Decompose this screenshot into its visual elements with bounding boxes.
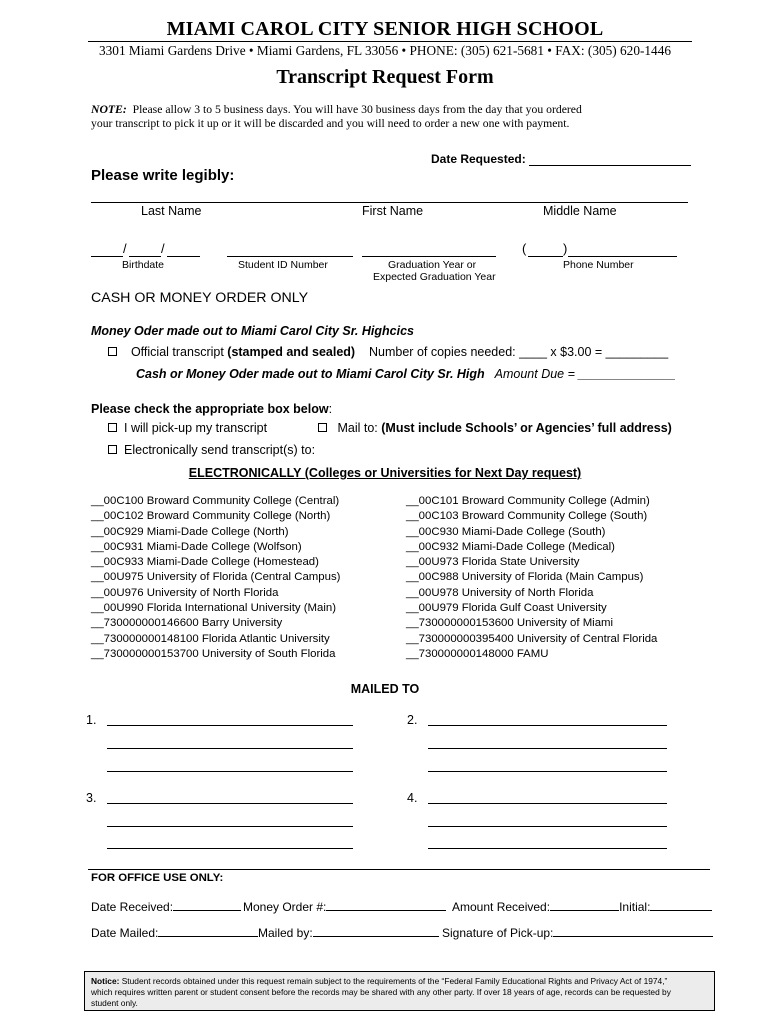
college-option[interactable]: __730000000153700 University of South Florida [91, 647, 336, 660]
date-received-field[interactable] [173, 899, 241, 911]
date-requested-field[interactable] [529, 165, 691, 166]
student-id-field[interactable] [227, 256, 353, 257]
mail-to-option[interactable] [318, 421, 672, 435]
office-row-1 [91, 899, 241, 914]
mail-address-4-line-1[interactable] [428, 803, 667, 804]
birthdate-slash-1: / [123, 241, 127, 256]
phone-area-code-field[interactable] [528, 256, 563, 257]
phone-area-close: ) [563, 241, 568, 256]
cash-amount-row [136, 367, 676, 381]
notice-box [84, 971, 715, 1011]
header-rule [88, 41, 692, 42]
first-name-label: First Name [362, 204, 424, 218]
college-option[interactable]: __00U976 University of North Florida [91, 586, 279, 599]
date-requested-label: Date Requested: [431, 152, 526, 166]
note-text-1: Please allow 3 to 5 business days. You will have 30 business days from the day that you ordered [132, 103, 582, 116]
mailed-by-row [258, 925, 439, 940]
college-option[interactable]: __00C931 Miami-Dade College (Wolfson) [91, 540, 302, 553]
money-order-field[interactable] [326, 899, 446, 911]
pickup-option[interactable] [108, 421, 267, 435]
initial-field[interactable] [650, 899, 712, 911]
official-transcript-checkbox[interactable] [108, 347, 117, 356]
office-use-heading: FOR OFFICE USE ONLY: [91, 872, 224, 884]
college-option[interactable]: __730000000148000 FAMU [406, 647, 549, 660]
birthdate-year-field[interactable] [167, 256, 200, 257]
school-name: MIAMI CAROL CITY SENIOR HIGH SCHOOL [166, 18, 604, 40]
office-divider [88, 869, 710, 870]
note-label: NOTE: [91, 103, 127, 116]
check-box-instruction [91, 402, 332, 416]
mailed-to-heading: MAILED TO [350, 682, 420, 696]
college-option[interactable]: __00C101 Broward Community College (Admin) [406, 495, 650, 507]
amount-received-row [452, 899, 712, 914]
mail-to-label: Mail to: [337, 421, 382, 435]
notice-label: Notice: [91, 976, 120, 986]
notice-text-3: student only. [91, 998, 138, 1008]
mail-number-4: 4. [407, 791, 418, 805]
notice-text-1: Student records obtained under this request remain subject to the requirements of the “Federal Family Educational Rights and Privacy Act of 1974,” [119, 976, 668, 986]
college-option[interactable]: __00C102 Broward Community College (North) [91, 510, 331, 523]
mail-address-1-line-2[interactable] [107, 748, 353, 749]
date-mailed-row [91, 925, 258, 940]
college-option[interactable]: __00U973 Florida State University [406, 556, 580, 569]
college-option[interactable]: __00C930 Miami-Dade College (South) [406, 525, 606, 538]
birthdate-slash-2: / [161, 241, 165, 256]
phone-number-field[interactable] [568, 256, 677, 257]
mail-to-requirement: (Must include Schools’ or Agencies’ full address) [381, 421, 672, 435]
phone-number-label: Phone Number [563, 259, 634, 271]
money-order-payee: Money Oder made out to Miami Carol City Sr. Highcics [91, 324, 414, 338]
school-address: 3301 Miami Gardens Drive • Miami Gardens, FL 33056 • PHONE: (305) 621-5681 • FAX: (305) 620-1446 [99, 43, 671, 58]
college-option[interactable]: __00C103 Broward Community College (South) [406, 510, 648, 523]
electronic-option[interactable] [108, 443, 315, 457]
mail-number-1: 1. [86, 713, 97, 727]
copies-needed-field[interactable]: Number of copies needed: ____ x $3.00 = _________ [369, 345, 669, 359]
write-legibly-label: Please write legibly: [91, 167, 235, 184]
official-transcript-row [108, 345, 668, 359]
official-transcript-label: Official transcript [130, 345, 228, 359]
pickup-checkbox[interactable] [108, 423, 117, 432]
college-option[interactable]: __00C933 Miami-Dade College (Homestead) [91, 556, 319, 569]
college-option[interactable]: __730000000153600 University of Miami [406, 617, 614, 630]
phone-area-open: ( [522, 241, 527, 256]
note-line-1 [91, 103, 582, 116]
form-title: Transcript Request Form [276, 66, 494, 88]
middle-name-label: Middle Name [543, 204, 617, 218]
electronic-label: Electronically send transcript(s) to: [124, 443, 316, 457]
expected-graduation-label: Expected Graduation Year [373, 271, 496, 283]
college-option[interactable]: __00U975 University of Florida (Central Campus) [91, 571, 341, 584]
college-option[interactable]: __730000000395400 University of Central Florida [406, 632, 658, 645]
full-name-field[interactable] [91, 202, 688, 203]
money-order-label: Money Order #: [243, 900, 327, 914]
birthdate-day-field[interactable] [129, 256, 161, 257]
last-name-label: Last Name [141, 204, 202, 218]
college-option[interactable]: __00U979 Florida Gulf Coast University [406, 602, 607, 615]
college-option[interactable]: __00C988 University of Florida (Main Campus) [406, 571, 644, 584]
check-box-label: Please check the appropriate box below [91, 402, 329, 416]
money-order-row [243, 899, 446, 914]
mailed-by-label: Mailed by: [258, 926, 313, 940]
college-option[interactable]: __00C100 Broward Community College (Central) [91, 495, 340, 507]
college-list-right [406, 494, 657, 662]
college-list-left [91, 494, 340, 662]
college-option[interactable]: __00U978 University of North Florida [406, 586, 594, 599]
student-id-label: Student ID Number [238, 259, 328, 271]
mail-address-1-line-1[interactable] [107, 725, 353, 726]
signature-label: Signature of Pick-up: [442, 926, 554, 940]
signature-field[interactable] [553, 925, 713, 937]
amount-due-field[interactable]: Amount Due = ______________ [494, 367, 676, 381]
amount-received-field[interactable] [550, 899, 619, 911]
mail-address-2-line-2[interactable] [428, 748, 667, 749]
college-option[interactable]: __730000000148100 Florida Atlantic University [91, 632, 330, 645]
note-text-2: your transcript to pick it up or it will be discarded and you will need to order a new one with payment. [91, 117, 570, 130]
mail-address-4-line-3[interactable] [428, 848, 667, 849]
signature-row [442, 925, 713, 940]
mail-address-2-line-1[interactable] [428, 725, 667, 726]
initial-label: Initial: [619, 900, 651, 914]
amount-received-label: Amount Received: [452, 900, 551, 914]
mail-address-3-line-2[interactable] [107, 826, 353, 827]
pickup-label: I will pick-up my transcript [124, 421, 268, 435]
college-option[interactable]: __00U990 Florida International University (Main) [91, 602, 337, 615]
mail-to-checkbox[interactable] [318, 423, 327, 432]
mailed-by-field[interactable] [313, 925, 439, 937]
college-option[interactable]: __730000000146600 Barry University [91, 617, 283, 630]
mail-address-4-line-2[interactable] [428, 826, 667, 827]
notice-text-2: which requires written parent or student consent before the records may be shared with any other party. If over 18 years of age, records can be requested by [91, 987, 671, 997]
graduation-year-field[interactable] [362, 256, 496, 257]
date-received-label: Date Received: [91, 900, 174, 914]
electronic-checkbox[interactable] [108, 445, 117, 454]
electronic-heading: ELECTRONICALLY (Colleges or Universities for Next Day request) [188, 466, 582, 480]
mail-number-3: 3. [86, 791, 97, 805]
cash-only-heading: CASH OR MONEY ORDER ONLY [91, 290, 309, 306]
date-mailed-label: Date Mailed: [91, 926, 159, 940]
mail-address-2-line-3[interactable] [428, 771, 667, 772]
check-box-colon: : [328, 402, 333, 416]
mail-address-1-line-3[interactable] [107, 771, 353, 772]
college-option[interactable]: __00C929 Miami-Dade College (North) [91, 525, 289, 538]
birthdate-label: Birthdate [122, 259, 165, 271]
stamped-sealed-label: (stamped and sealed) [227, 345, 356, 359]
mail-address-3-line-1[interactable] [107, 803, 353, 804]
cash-payee-label: Cash or Money Oder made out to Miami Carol City Sr. High [136, 367, 485, 381]
graduation-year-label: Graduation Year or [388, 259, 477, 271]
birthdate-month-field[interactable] [91, 256, 123, 257]
date-mailed-field[interactable] [158, 925, 258, 937]
mail-number-2: 2. [407, 713, 418, 727]
mail-address-3-line-3[interactable] [107, 848, 353, 849]
college-option[interactable]: __00C932 Miami-Dade College (Medical) [406, 540, 615, 553]
